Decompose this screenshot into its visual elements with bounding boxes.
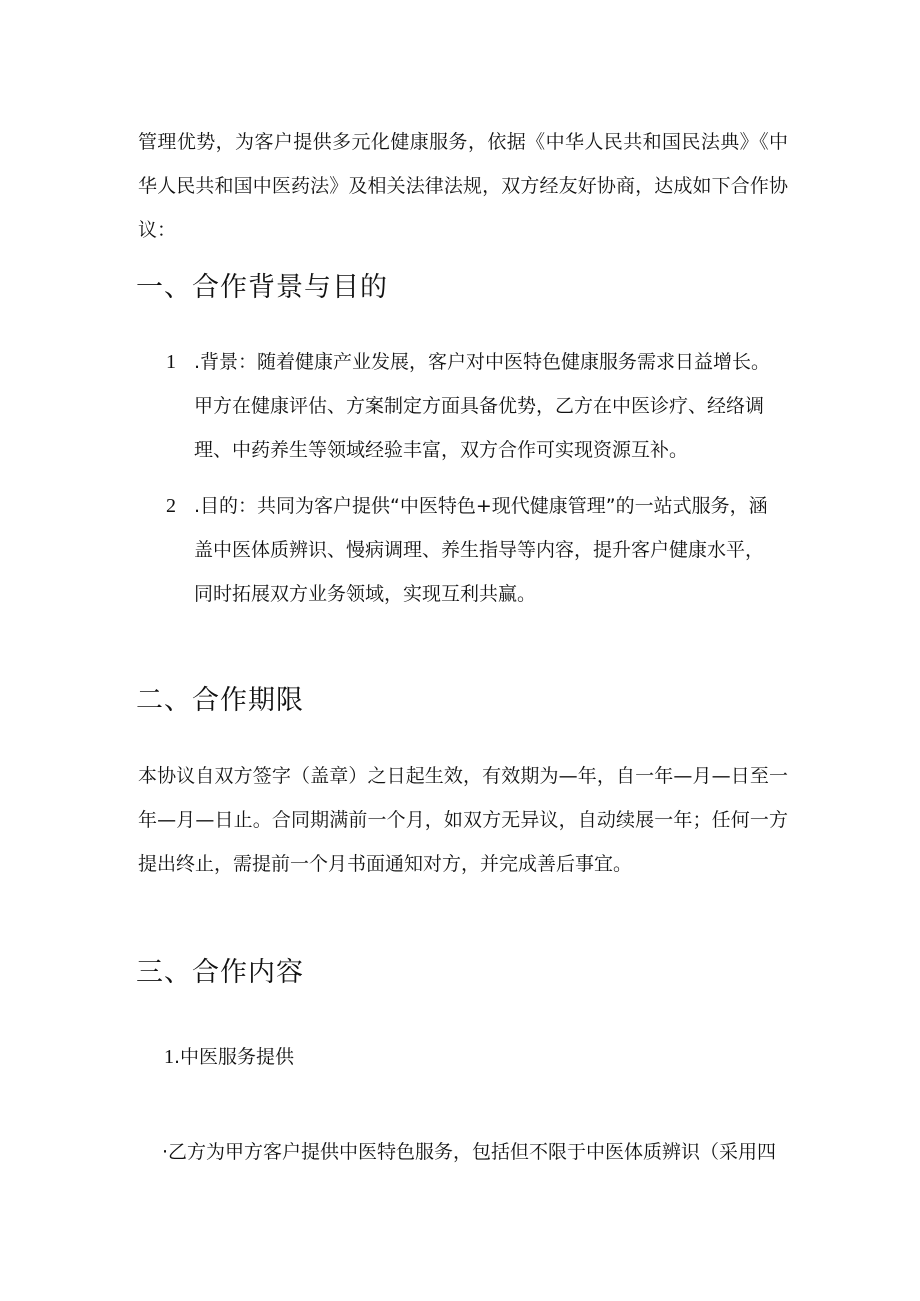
list-item-text: .背景：随着健康产业发展，客户对中医特色健康服务需求日益增长。甲方在健康评估、方案制定方面具备优势，乙方在中医诊疗、经络调理、中药养生等领域经验丰富，双方合作可实现资源互补。 [194,351,771,461]
list-item-number: 2 [166,495,176,517]
subsection-number: 1 [164,1046,174,1068]
bullet-item: ·乙方为甲方客户提供中医特色服务，包括但不限于中医体质辨识（采用四 [162,1141,777,1163]
intro-paragraph: 管理优势，为客户提供多元化健康服务，依据《中华人民共和国民法典》《中华人民共和国中医药法》及相关法律法规，双方经友好协商，达成如下合作协议： [138,131,788,241]
list-item-background [166,340,776,472]
section-heading-content: 三、合作内容 [136,957,304,988]
list-item-number: 1 [166,351,176,373]
section-heading-background: 一、合作背景与目的 [136,272,388,303]
subsection-label: .中医服务提供 [174,1046,295,1068]
subsection-heading-tcm-services [164,1042,294,1069]
term-paragraph: 本协议自双方签字（盖章）之日起生效，有效期为—年，自一年—月—日至一年—月—日止。合同期满前一个月，如双方无异议，自动续展一年；任何一方提出终止，需提前一个月书面通知对方，并完成善后事宜。 [138,765,788,875]
list-item-purpose [166,484,776,616]
section-heading-term: 二、合作期限 [136,685,304,716]
list-item-text: .目的：共同为客户提供“中医特色+现代健康管理”的一站式服务，涵盖中医体质辨识、慢病调理、养生指导等内容，提升客户健康水平，同时拓展双方业务领域，实现互利共赢。 [194,495,768,605]
